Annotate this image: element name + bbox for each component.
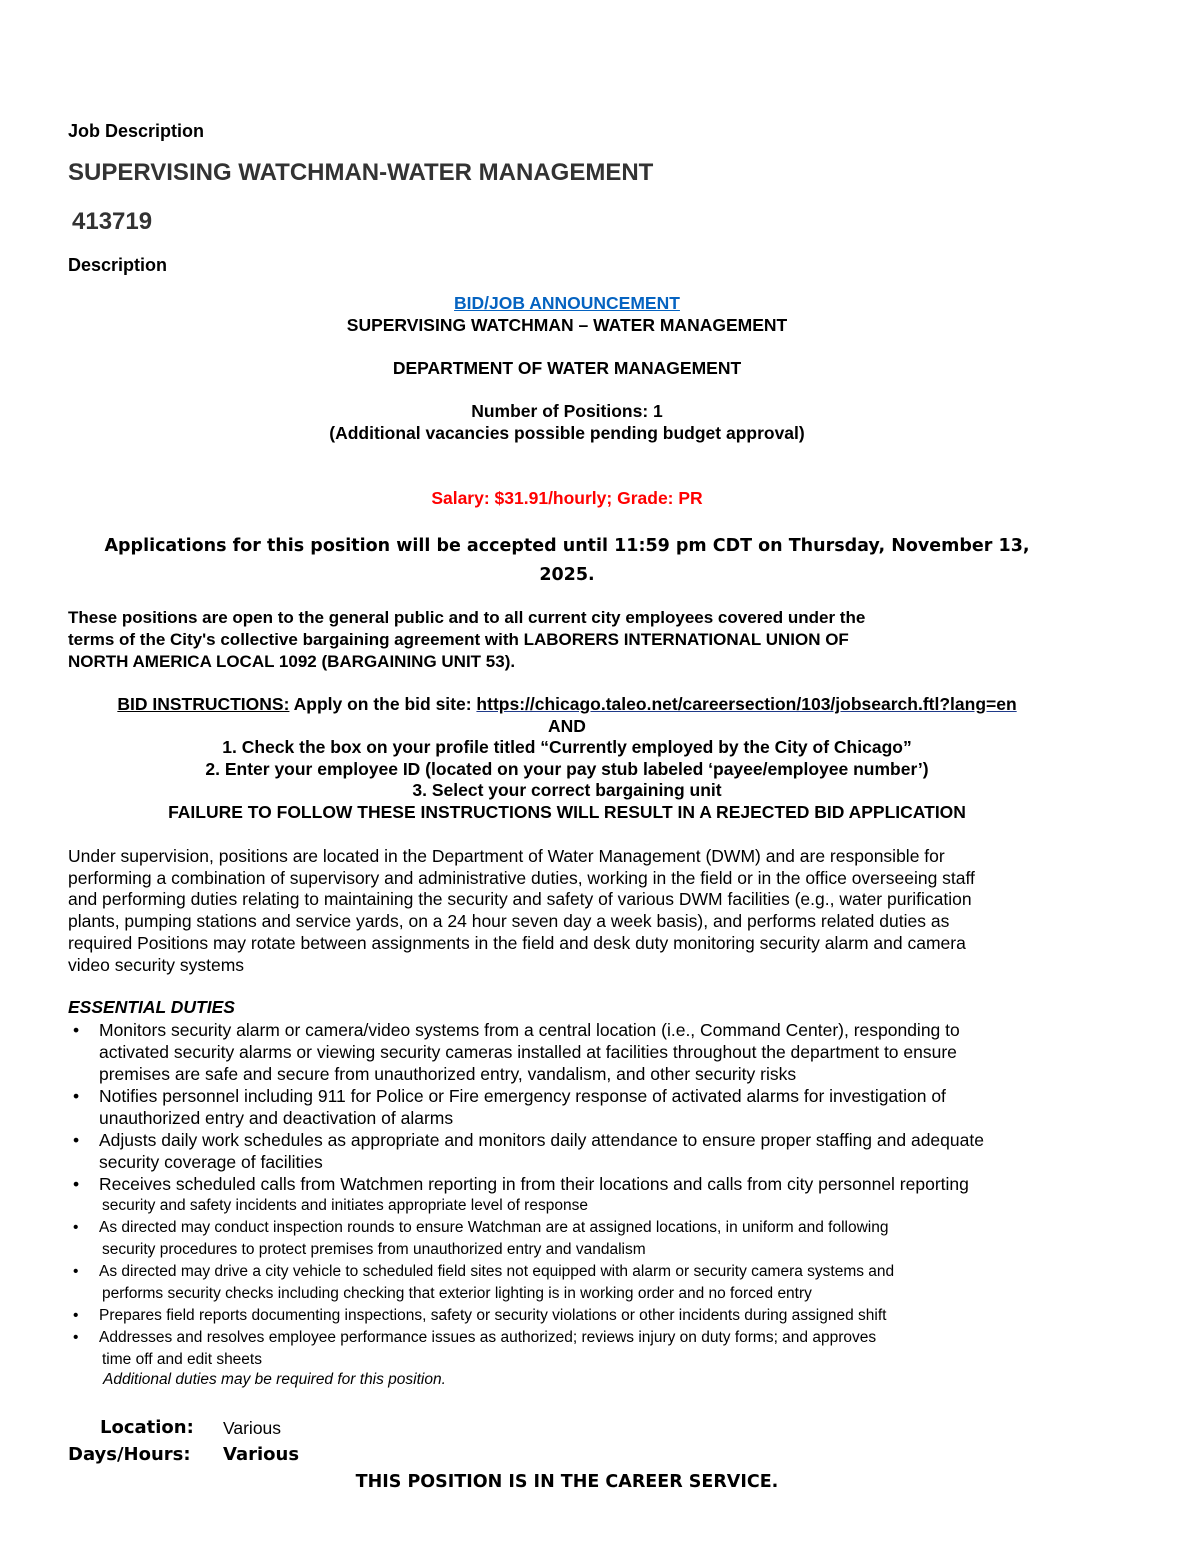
additional-duties-note: Additional duties may be required for this position. [103,1371,446,1388]
bullet-icon: • [73,1307,79,1324]
essential-duties-heading: ESSENTIAL DUTIES [68,997,235,1017]
job-title: SUPERVISING WATCHMAN-WATER MANAGEMENT [68,159,654,186]
summary-line: video security systems [68,954,245,975]
announcement-link[interactable]: BID/JOB ANNOUNCEMENT [454,293,680,313]
duty-item [68,1173,984,1217]
announcement-link-row [0,292,1134,314]
bullet-icon: • [73,1174,80,1194]
duty-item [68,1305,984,1327]
bullet-icon: • [73,1219,79,1236]
duty-line: Receives scheduled calls from Watchmen reporting in from their locations and calls from city personnel reporting [99,1174,969,1194]
summary-line: required Positions may rotate between assignments in the field and desk duty monitoring security alarm and camera [68,932,966,953]
essential-duties-list [68,1019,984,1371]
bid-step-2: 2. Enter your employee ID (located on your pay stub labeled ‘payee/employee number’) [205,759,929,779]
additional-vacancies: (Additional vacancies possible pending budget approval) [329,423,805,443]
bid-warning: FAILURE TO FOLLOW THESE INSTRUCTIONS WILL RESULT IN A REJECTED BID APPLICATION [168,802,966,822]
duty-item [68,1129,984,1173]
job-id: 413719 [72,208,153,235]
summary-line: Under supervision, positions are located in the Department of Water Management (DWM) and are responsible for [68,846,945,866]
bid-apply-text: Apply on the bid site: [289,694,477,714]
location-label: Location: [100,1417,194,1438]
job-description-label: Job Description [68,121,205,141]
open-to-paragraph [68,607,865,673]
duty-line: security coverage of facilities [99,1152,323,1172]
open-to-line-2: terms of the City's collective bargaining agreement with LABORERS INTERNATIONAL UNION OF [68,630,849,649]
duty-line: Addresses and resolves employee performance issues as authorized; reviews injury on duty forms; and approves [99,1329,877,1346]
bid-step-1: 1. Check the box on your profile titled “Currently employed by the City of Chicago” [222,737,912,757]
bullet-icon: • [73,1263,79,1280]
bullet-icon: • [73,1130,80,1150]
summary-line: performing a combination of supervisory and administrative duties, working in the field or in the office overseeing staff [68,867,975,888]
duty-line: Prepares field reports documenting inspections, safety or security violations or other incidents during assigned shift [99,1307,887,1324]
duty-line: activated security alarms or viewing security cameras installed at facilities throughout the department to ensure [99,1042,957,1062]
duty-line: security procedures to protect premises from unauthorized entry and vandalism [102,1241,646,1258]
announcement-position: SUPERVISING WATCHMAN – WATER MANAGEMENT [346,315,788,335]
open-to-line-3: NORTH AMERICA LOCAL 1092 (BARGAINING UNIT 53). [68,652,516,671]
bid-site-link[interactable]: https://chicago.taleo.net/careersection/103/jobsearch.ftl?lang=en [476,694,1017,714]
duty-line: Monitors security alarm or camera/video systems from a central location (i.e., Command Center), responding to [99,1020,960,1040]
salary-line: Salary: $31.91/hourly; Grade: PR [431,488,703,508]
bid-instructions-row [0,694,1134,716]
deadline-line-1: Applications for this position will be accepted until 11:59 pm CDT on Thursday, November 13, [104,536,1030,556]
duty-item [68,1019,984,1085]
positions-count: Number of Positions: 1 [471,401,663,421]
duty-item [68,1327,984,1371]
days-hours-label: Days/Hours: [68,1444,191,1465]
announcement-department: DEPARTMENT OF WATER MANAGEMENT [392,358,742,378]
days-hours-value: Various [223,1444,300,1465]
duty-line: Adjusts daily work schedules as appropriate and monitors daily attendance to ensure proper staffing and adequate [99,1130,984,1150]
career-service-note: THIS POSITION IS IN THE CAREER SERVICE. [355,1472,779,1492]
location-value: Various [223,1418,282,1438]
bullet-icon: • [73,1086,80,1106]
duty-item [68,1085,984,1129]
duty-line: time off and edit sheets [102,1351,262,1368]
duty-line: security and safety incidents and initiates appropriate level of response [102,1197,588,1214]
summary-line: plants, pumping stations and service yards, on a 24 hour seven day a week basis), and performs related duties as [68,911,950,932]
duty-item [68,1261,984,1305]
bid-step-3: 3. Select your correct bargaining unit [412,780,722,800]
summary-line: and performing duties relating to maintaining the security and safety of various DWM facilities (e.g., water purification [68,889,972,910]
duty-line: performs security checks including checking that exterior lighting is in working order and no forced entry [102,1285,812,1302]
duty-line: Notifies personnel including 911 for Police or Fire emergency response of activated alarms for investigation of [99,1086,946,1106]
bullet-icon: • [73,1329,79,1346]
position-summary [68,846,975,976]
description-label: Description [68,255,168,275]
bid-and: AND [548,716,586,736]
deadline-line-2: 2025. [539,565,595,585]
duty-line: premises are safe and secure from unauthorized entry, vandalism, and other security risks [99,1064,797,1084]
bullet-icon: • [73,1020,80,1040]
duty-line: unauthorized entry and deactivation of alarms [99,1108,454,1128]
open-to-line-1: These positions are open to the general public and to all current city employees covered under the [68,608,866,627]
bid-instructions-label: BID INSTRUCTIONS: [117,694,290,714]
duty-item [68,1217,984,1261]
duty-line: As directed may drive a city vehicle to scheduled field sites not equipped with alarm or security camera systems and [99,1263,895,1280]
duty-line: As directed may conduct inspection rounds to ensure Watchman are at assigned locations, in uniform and following [99,1219,889,1236]
